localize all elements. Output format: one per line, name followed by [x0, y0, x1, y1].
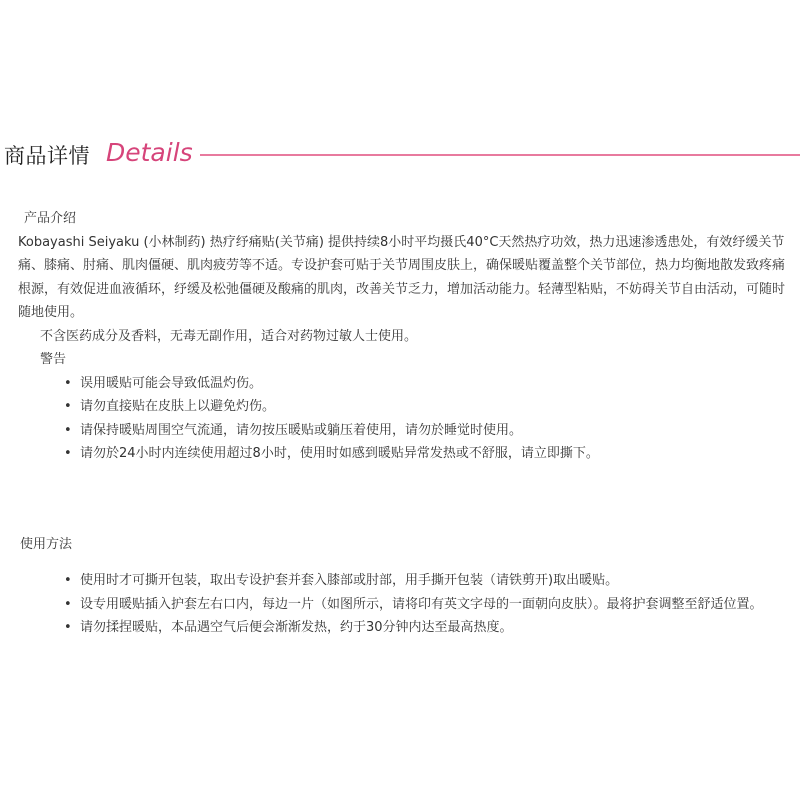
- usage-item: • 请勿揉捏暖贴，本品遇空气后便会渐渐发热，约于30分钟内达至最高热度。: [18, 616, 794, 640]
- usage-list: [18, 569, 794, 640]
- warning-item: • 误用暖贴可能会导致低温灼伤。: [18, 372, 794, 396]
- warning-list: [18, 372, 794, 466]
- usage-item: • 设专用暖贴插入护套左右口内，每边一片（如图所示，请将印有英文字母的一面朝向皮肤）。最将护套调整至舒适位置。: [18, 593, 794, 617]
- intro-note: 不含医药成分及香料，无毒无副作用，适合对药物过敏人士使用。: [40, 328, 418, 344]
- header-title-english: Details: [106, 138, 193, 167]
- usage-label: 使用方法: [20, 536, 73, 552]
- warning-item: • 请保持暖贴周围空气流通，请勿按压暖贴或躺压着使用，请勿於睡觉时使用。: [18, 419, 794, 443]
- intro-label: 产品介绍: [24, 211, 77, 226]
- warning-item: • 请勿直接贴在皮肤上以避免灼伤。: [18, 395, 794, 419]
- intro-text: Kobayashi Seiyaku (小林制药) 热疗纾痛贴(关节痛) 提供持续8小时平均摄氏40°C天然热疗功效，热力迅速渗透患处，有效纾缓关节痛、膝痛、肘痛、肌肉僵硬、肌肉疲劳等不适。专设护套可贴于关节周围皮肤上，确保暖贴覆盖整个关节部位，热力均衡地散发致疼痛根源，有效促进血液循环，纾缓及松弛僵硬及酸痛的肌肉，改善关节乏力，增加活动能力。轻薄型粘贴，不妨碍关节自由活动，可随时随地使用。: [18, 234, 786, 320]
- warning-label: 警告: [40, 352, 67, 367]
- usage-item: • 使用时才可撕开包装，取出专设护套并套入膝部或肘部，用手撕开包装（请铁剪开)取出暖贴。: [18, 569, 794, 593]
- header-divider-line: [200, 154, 800, 156]
- header-title-chinese: 商品详情: [4, 144, 90, 168]
- warning-item: • 请勿於24小时内连续使用超过8小时，使用时如感到暖贴异常发热或不舒服，请立即撕下。: [18, 442, 794, 466]
- details-header: [0, 138, 800, 174]
- product-details-content: [18, 207, 794, 640]
